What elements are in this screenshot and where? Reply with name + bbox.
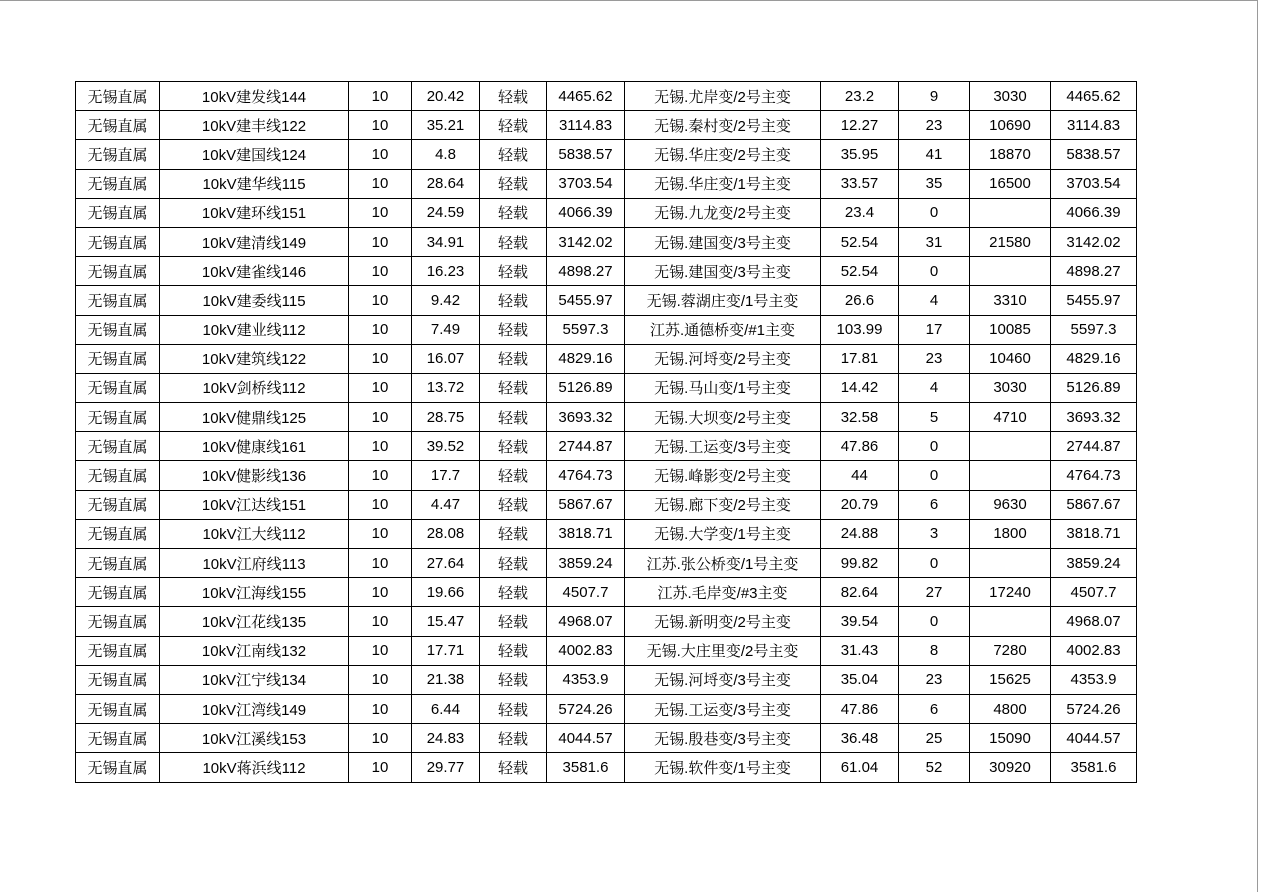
load-status-cell: 轻载 [480, 578, 547, 607]
spare-capacity-cell: 5597.3 [547, 315, 625, 344]
feeder-line-cell: 10kV建筑线122 [160, 344, 349, 373]
load-rate-cell: 28.08 [412, 519, 480, 548]
load-status-cell: 轻载 [480, 694, 547, 723]
table-row [76, 490, 1137, 519]
spare-capacity-cell: 4507.7 [547, 578, 625, 607]
installed-capacity-cell: 10460 [970, 344, 1051, 373]
feeder-line-cell: 10kV健康线161 [160, 432, 349, 461]
feeder-line-cell: 10kV江溪线153 [160, 724, 349, 753]
feeder-line-cell: 10kV建国线124 [160, 140, 349, 169]
installed-capacity-cell [970, 257, 1051, 286]
voltage-cell: 10 [349, 82, 412, 111]
main-transformer-cell: 无锡.工运变/3号主变 [625, 694, 821, 723]
load-status-cell: 轻载 [480, 198, 547, 227]
load-rate-cell: 28.75 [412, 403, 480, 432]
main-transformer-cell: 无锡.建国变/3号主变 [625, 257, 821, 286]
spare-capacity-cell: 3142.02 [547, 227, 625, 256]
load-rate-cell: 20.42 [412, 82, 480, 111]
org-cell: 无锡直属 [76, 373, 160, 402]
org-cell: 无锡直属 [76, 140, 160, 169]
transformer-load-cell: 14.42 [821, 373, 899, 402]
load-status-cell: 轻载 [480, 607, 547, 636]
main-transformer-cell: 无锡.华庄变/2号主变 [625, 140, 821, 169]
load-rate-cell: 34.91 [412, 227, 480, 256]
load-status-cell: 轻载 [480, 665, 547, 694]
installed-capacity-cell: 4800 [970, 694, 1051, 723]
user-count-cell: 3 [899, 519, 970, 548]
main-transformer-cell: 无锡.软件变/1号主变 [625, 753, 821, 782]
user-count-cell: 0 [899, 432, 970, 461]
voltage-cell: 10 [349, 724, 412, 753]
transformer-load-cell: 47.86 [821, 432, 899, 461]
main-transformer-cell: 无锡.廊下变/2号主变 [625, 490, 821, 519]
load-status-cell: 轻载 [480, 461, 547, 490]
user-count-cell: 23 [899, 344, 970, 373]
spare-capacity-cell: 5126.89 [547, 373, 625, 402]
installed-capacity-cell: 18870 [970, 140, 1051, 169]
transformer-load-cell: 23.2 [821, 82, 899, 111]
installed-capacity-cell: 15625 [970, 665, 1051, 694]
load-rate-cell: 39.52 [412, 432, 480, 461]
feeder-line-cell: 10kV江南线132 [160, 636, 349, 665]
org-cell: 无锡直属 [76, 636, 160, 665]
spare-capacity-cell: 3581.6 [547, 753, 625, 782]
load-rate-cell: 4.8 [412, 140, 480, 169]
feeder-line-cell: 10kV建委线115 [160, 286, 349, 315]
feeder-line-cell: 10kV建发线144 [160, 82, 349, 111]
available-capacity-cell: 4465.62 [1051, 82, 1137, 111]
load-status-cell: 轻载 [480, 257, 547, 286]
table-row [76, 549, 1137, 578]
main-transformer-cell: 无锡.大庄里变/2号主变 [625, 636, 821, 665]
available-capacity-cell: 5126.89 [1051, 373, 1137, 402]
org-cell: 无锡直属 [76, 82, 160, 111]
org-cell: 无锡直属 [76, 665, 160, 694]
load-status-cell: 轻载 [480, 490, 547, 519]
voltage-cell: 10 [349, 519, 412, 548]
transformer-load-cell: 52.54 [821, 227, 899, 256]
table-row [76, 140, 1137, 169]
voltage-cell: 10 [349, 403, 412, 432]
main-transformer-cell: 江苏.通德桥变/#1主变 [625, 315, 821, 344]
table-row [76, 636, 1137, 665]
available-capacity-cell: 3818.71 [1051, 519, 1137, 548]
feeder-line-cell: 10kV蒋浜线112 [160, 753, 349, 782]
spare-capacity-cell: 3693.32 [547, 403, 625, 432]
spare-capacity-cell: 4898.27 [547, 257, 625, 286]
user-count-cell: 17 [899, 315, 970, 344]
available-capacity-cell: 4002.83 [1051, 636, 1137, 665]
user-count-cell: 52 [899, 753, 970, 782]
installed-capacity-cell [970, 198, 1051, 227]
feeder-line-cell: 10kV江花线135 [160, 607, 349, 636]
transformer-load-cell: 61.04 [821, 753, 899, 782]
installed-capacity-cell: 30920 [970, 753, 1051, 782]
voltage-cell: 10 [349, 694, 412, 723]
load-status-cell: 轻载 [480, 227, 547, 256]
voltage-cell: 10 [349, 636, 412, 665]
spare-capacity-cell: 4968.07 [547, 607, 625, 636]
table-row [76, 169, 1137, 198]
transformer-load-cell: 24.88 [821, 519, 899, 548]
feeder-line-cell: 10kV剑桥线112 [160, 373, 349, 402]
load-status-cell: 轻载 [480, 636, 547, 665]
load-rate-cell: 24.59 [412, 198, 480, 227]
feeder-line-cell: 10kV建环线151 [160, 198, 349, 227]
feeder-line-cell: 10kV江达线151 [160, 490, 349, 519]
load-rate-cell: 6.44 [412, 694, 480, 723]
table-row [76, 286, 1137, 315]
load-rate-cell: 4.47 [412, 490, 480, 519]
spare-capacity-cell: 4465.62 [547, 82, 625, 111]
voltage-cell: 10 [349, 578, 412, 607]
available-capacity-cell: 3693.32 [1051, 403, 1137, 432]
user-count-cell: 8 [899, 636, 970, 665]
load-rate-cell: 35.21 [412, 111, 480, 140]
table-row [76, 315, 1137, 344]
transformer-load-cell: 23.4 [821, 198, 899, 227]
load-rate-cell: 9.42 [412, 286, 480, 315]
transformer-load-cell: 35.04 [821, 665, 899, 694]
voltage-cell: 10 [349, 257, 412, 286]
user-count-cell: 4 [899, 373, 970, 402]
load-status-cell: 轻载 [480, 432, 547, 461]
installed-capacity-cell [970, 549, 1051, 578]
main-transformer-cell: 江苏.张公桥变/1号主变 [625, 549, 821, 578]
voltage-cell: 10 [349, 373, 412, 402]
available-capacity-cell: 3114.83 [1051, 111, 1137, 140]
main-transformer-cell: 无锡.蓉湖庄变/1号主变 [625, 286, 821, 315]
table-row [76, 519, 1137, 548]
available-capacity-cell: 5867.67 [1051, 490, 1137, 519]
main-transformer-cell: 无锡.河埒变/2号主变 [625, 344, 821, 373]
load-status-cell: 轻载 [480, 169, 547, 198]
org-cell: 无锡直属 [76, 607, 160, 636]
load-rate-cell: 13.72 [412, 373, 480, 402]
installed-capacity-cell: 10085 [970, 315, 1051, 344]
spare-capacity-cell: 5867.67 [547, 490, 625, 519]
org-cell: 无锡直属 [76, 111, 160, 140]
feeder-line-cell: 10kV建清线149 [160, 227, 349, 256]
available-capacity-cell: 4044.57 [1051, 724, 1137, 753]
table-row [76, 227, 1137, 256]
installed-capacity-cell: 21580 [970, 227, 1051, 256]
org-cell: 无锡直属 [76, 432, 160, 461]
user-count-cell: 0 [899, 461, 970, 490]
load-status-cell: 轻载 [480, 315, 547, 344]
load-status-cell: 轻载 [480, 373, 547, 402]
spare-capacity-cell: 4353.9 [547, 665, 625, 694]
main-transformer-cell: 无锡.马山变/1号主变 [625, 373, 821, 402]
transformer-load-cell: 39.54 [821, 607, 899, 636]
installed-capacity-cell: 15090 [970, 724, 1051, 753]
main-transformer-cell: 无锡.九龙变/2号主变 [625, 198, 821, 227]
voltage-cell: 10 [349, 344, 412, 373]
transformer-load-cell: 44 [821, 461, 899, 490]
table-row [76, 432, 1137, 461]
available-capacity-cell: 4968.07 [1051, 607, 1137, 636]
available-capacity-cell: 4353.9 [1051, 665, 1137, 694]
installed-capacity-cell: 10690 [970, 111, 1051, 140]
load-rate-cell: 21.38 [412, 665, 480, 694]
transformer-load-cell: 35.95 [821, 140, 899, 169]
load-status-cell: 轻载 [480, 140, 547, 169]
voltage-cell: 10 [349, 461, 412, 490]
spare-capacity-cell: 5455.97 [547, 286, 625, 315]
transformer-load-cell: 20.79 [821, 490, 899, 519]
table-row [76, 607, 1137, 636]
transformer-load-cell: 26.6 [821, 286, 899, 315]
user-count-cell: 4 [899, 286, 970, 315]
spare-capacity-cell: 3818.71 [547, 519, 625, 548]
installed-capacity-cell: 7280 [970, 636, 1051, 665]
load-rate-cell: 16.07 [412, 344, 480, 373]
feeder-line-cell: 10kV健影线136 [160, 461, 349, 490]
installed-capacity-cell: 9630 [970, 490, 1051, 519]
transformer-load-cell: 82.64 [821, 578, 899, 607]
spare-capacity-cell: 4044.57 [547, 724, 625, 753]
load-rate-cell: 15.47 [412, 607, 480, 636]
installed-capacity-cell: 4710 [970, 403, 1051, 432]
feeder-load-table [75, 81, 1137, 783]
spare-capacity-cell: 5838.57 [547, 140, 625, 169]
load-status-cell: 轻载 [480, 753, 547, 782]
installed-capacity-cell: 3030 [970, 82, 1051, 111]
main-transformer-cell: 无锡.新明变/2号主变 [625, 607, 821, 636]
installed-capacity-cell [970, 461, 1051, 490]
org-cell: 无锡直属 [76, 198, 160, 227]
feeder-line-cell: 10kV江海线155 [160, 578, 349, 607]
voltage-cell: 10 [349, 111, 412, 140]
installed-capacity-cell: 3030 [970, 373, 1051, 402]
user-count-cell: 0 [899, 257, 970, 286]
transformer-load-cell: 47.86 [821, 694, 899, 723]
available-capacity-cell: 4507.7 [1051, 578, 1137, 607]
feeder-line-cell: 10kV建丰线122 [160, 111, 349, 140]
load-rate-cell: 28.64 [412, 169, 480, 198]
main-transformer-cell: 无锡.工运变/3号主变 [625, 432, 821, 461]
org-cell: 无锡直属 [76, 461, 160, 490]
available-capacity-cell: 5838.57 [1051, 140, 1137, 169]
voltage-cell: 10 [349, 607, 412, 636]
user-count-cell: 5 [899, 403, 970, 432]
installed-capacity-cell: 1800 [970, 519, 1051, 548]
load-status-cell: 轻载 [480, 111, 547, 140]
main-transformer-cell: 无锡.大学变/1号主变 [625, 519, 821, 548]
table-row [76, 578, 1137, 607]
feeder-line-cell: 10kV健鼎线125 [160, 403, 349, 432]
voltage-cell: 10 [349, 753, 412, 782]
user-count-cell: 41 [899, 140, 970, 169]
load-rate-cell: 29.77 [412, 753, 480, 782]
installed-capacity-cell: 17240 [970, 578, 1051, 607]
table-row [76, 344, 1137, 373]
user-count-cell: 23 [899, 665, 970, 694]
org-cell: 无锡直属 [76, 227, 160, 256]
voltage-cell: 10 [349, 315, 412, 344]
transformer-load-cell: 17.81 [821, 344, 899, 373]
user-count-cell: 0 [899, 198, 970, 227]
main-transformer-cell: 无锡.建国变/3号主变 [625, 227, 821, 256]
main-transformer-cell: 无锡.尤岸变/2号主变 [625, 82, 821, 111]
user-count-cell: 27 [899, 578, 970, 607]
feeder-line-cell: 10kV建雀线146 [160, 257, 349, 286]
transformer-load-cell: 36.48 [821, 724, 899, 753]
main-transformer-cell: 江苏.毛岸变/#3主变 [625, 578, 821, 607]
voltage-cell: 10 [349, 665, 412, 694]
transformer-load-cell: 33.57 [821, 169, 899, 198]
voltage-cell: 10 [349, 549, 412, 578]
transformer-load-cell: 12.27 [821, 111, 899, 140]
available-capacity-cell: 3581.6 [1051, 753, 1137, 782]
available-capacity-cell: 3142.02 [1051, 227, 1137, 256]
table-row [76, 753, 1137, 782]
available-capacity-cell: 5597.3 [1051, 315, 1137, 344]
main-transformer-cell: 无锡.秦村变/2号主变 [625, 111, 821, 140]
table-row [76, 111, 1137, 140]
org-cell: 无锡直属 [76, 753, 160, 782]
available-capacity-cell: 5455.97 [1051, 286, 1137, 315]
spare-capacity-cell: 4829.16 [547, 344, 625, 373]
table-row [76, 461, 1137, 490]
main-transformer-cell: 无锡.河埒变/3号主变 [625, 665, 821, 694]
feeder-line-cell: 10kV江宁线134 [160, 665, 349, 694]
feeder-line-cell: 10kV建业线112 [160, 315, 349, 344]
available-capacity-cell: 4764.73 [1051, 461, 1137, 490]
installed-capacity-cell: 16500 [970, 169, 1051, 198]
load-rate-cell: 16.23 [412, 257, 480, 286]
available-capacity-cell: 3703.54 [1051, 169, 1137, 198]
org-cell: 无锡直属 [76, 578, 160, 607]
table-row [76, 694, 1137, 723]
spare-capacity-cell: 4764.73 [547, 461, 625, 490]
voltage-cell: 10 [349, 227, 412, 256]
user-count-cell: 6 [899, 694, 970, 723]
voltage-cell: 10 [349, 432, 412, 461]
spare-capacity-cell: 3114.83 [547, 111, 625, 140]
org-cell: 无锡直属 [76, 490, 160, 519]
main-transformer-cell: 无锡.殷巷变/3号主变 [625, 724, 821, 753]
table-row [76, 403, 1137, 432]
load-status-cell: 轻载 [480, 344, 547, 373]
available-capacity-cell: 5724.26 [1051, 694, 1137, 723]
load-status-cell: 轻载 [480, 403, 547, 432]
available-capacity-cell: 4066.39 [1051, 198, 1137, 227]
voltage-cell: 10 [349, 140, 412, 169]
spare-capacity-cell: 2744.87 [547, 432, 625, 461]
user-count-cell: 0 [899, 549, 970, 578]
table-row [76, 724, 1137, 753]
load-rate-cell: 27.64 [412, 549, 480, 578]
org-cell: 无锡直属 [76, 724, 160, 753]
installed-capacity-cell: 3310 [970, 286, 1051, 315]
load-status-cell: 轻载 [480, 549, 547, 578]
user-count-cell: 9 [899, 82, 970, 111]
org-cell: 无锡直属 [76, 694, 160, 723]
feeder-line-cell: 10kV江大线112 [160, 519, 349, 548]
feeder-line-cell: 10kV建华线115 [160, 169, 349, 198]
transformer-load-cell: 31.43 [821, 636, 899, 665]
table-row [76, 665, 1137, 694]
user-count-cell: 31 [899, 227, 970, 256]
org-cell: 无锡直属 [76, 519, 160, 548]
table-body [76, 82, 1137, 783]
installed-capacity-cell [970, 432, 1051, 461]
voltage-cell: 10 [349, 169, 412, 198]
available-capacity-cell: 4898.27 [1051, 257, 1137, 286]
spare-capacity-cell: 5724.26 [547, 694, 625, 723]
voltage-cell: 10 [349, 490, 412, 519]
transformer-load-cell: 103.99 [821, 315, 899, 344]
main-transformer-cell: 无锡.华庄变/1号主变 [625, 169, 821, 198]
transformer-load-cell: 32.58 [821, 403, 899, 432]
table-row [76, 82, 1137, 111]
load-status-cell: 轻载 [480, 519, 547, 548]
voltage-cell: 10 [349, 286, 412, 315]
org-cell: 无锡直属 [76, 403, 160, 432]
available-capacity-cell: 3859.24 [1051, 549, 1137, 578]
available-capacity-cell: 2744.87 [1051, 432, 1137, 461]
org-cell: 无锡直属 [76, 257, 160, 286]
spare-capacity-cell: 4002.83 [547, 636, 625, 665]
load-rate-cell: 17.71 [412, 636, 480, 665]
org-cell: 无锡直属 [76, 315, 160, 344]
user-count-cell: 35 [899, 169, 970, 198]
transformer-load-cell: 52.54 [821, 257, 899, 286]
org-cell: 无锡直属 [76, 286, 160, 315]
user-count-cell: 23 [899, 111, 970, 140]
org-cell: 无锡直属 [76, 549, 160, 578]
installed-capacity-cell [970, 607, 1051, 636]
feeder-line-cell: 10kV江湾线149 [160, 694, 349, 723]
org-cell: 无锡直属 [76, 344, 160, 373]
main-transformer-cell: 无锡.峰影变/2号主变 [625, 461, 821, 490]
spare-capacity-cell: 3703.54 [547, 169, 625, 198]
org-cell: 无锡直属 [76, 169, 160, 198]
load-status-cell: 轻载 [480, 724, 547, 753]
feeder-line-cell: 10kV江府线113 [160, 549, 349, 578]
voltage-cell: 10 [349, 198, 412, 227]
available-capacity-cell: 4829.16 [1051, 344, 1137, 373]
main-transformer-cell: 无锡.大坝变/2号主变 [625, 403, 821, 432]
spare-capacity-cell: 3859.24 [547, 549, 625, 578]
table-row [76, 373, 1137, 402]
user-count-cell: 25 [899, 724, 970, 753]
spare-capacity-cell: 4066.39 [547, 198, 625, 227]
table-row [76, 198, 1137, 227]
load-rate-cell: 24.83 [412, 724, 480, 753]
user-count-cell: 0 [899, 607, 970, 636]
load-rate-cell: 7.49 [412, 315, 480, 344]
load-status-cell: 轻载 [480, 82, 547, 111]
transformer-load-cell: 99.82 [821, 549, 899, 578]
table-row [76, 257, 1137, 286]
load-rate-cell: 17.7 [412, 461, 480, 490]
user-count-cell: 6 [899, 490, 970, 519]
load-status-cell: 轻载 [480, 286, 547, 315]
load-rate-cell: 19.66 [412, 578, 480, 607]
